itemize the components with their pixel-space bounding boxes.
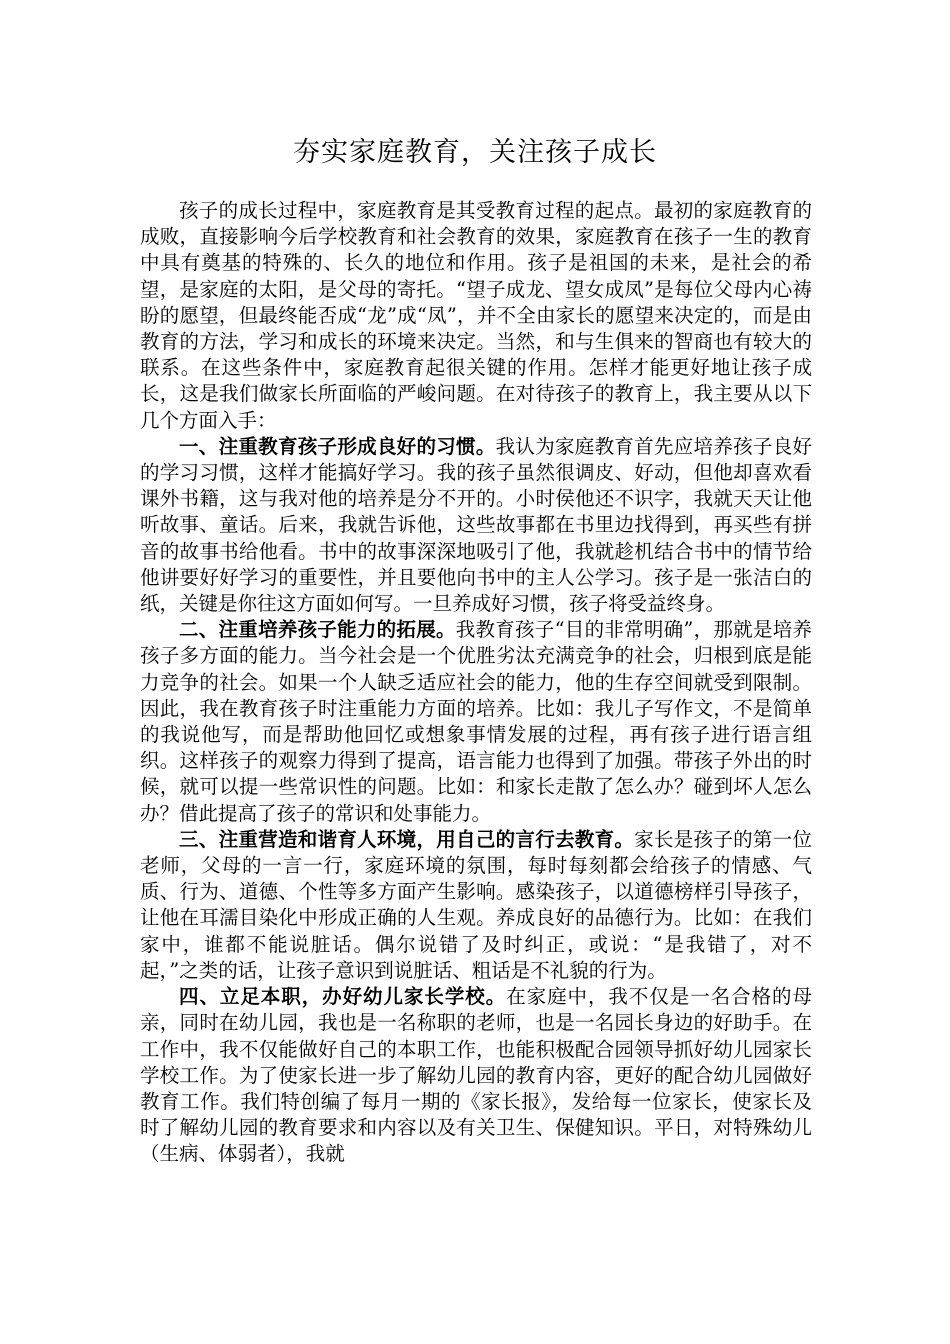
section-4-text: 在家庭中，我不仅是一名合格的母亲，同时在幼儿园，我也是一名称职的老师，也是一名园长身边的好助手。在工作中，我不仅能做好自己的本职工作，也能积极配合园领导抓好幼儿园家长学校工作。为了使家长进一步了解幼儿园的教育内容，更好的配合幼儿园做好教育工作。我们特创编了每月一期的《家长报》，发给每一位家长，使家长及时了解幼儿园的教育要求和内容以及有关卫生、保健知识。平日，对特殊幼儿（生病、体弱者），我就 — [140, 985, 812, 1166]
intro-paragraph: 孩子的成长过程中，家庭教育是其受教育过程的起点。最初的家庭教育的成败，直接影响今后学校教育和社会教育的效果，家庭教育在孩子一生的教育中具有奠基的特殊的、长久的地位和作用。孩子是祖国的未来，是社会的希望，是家庭的太阳，是父母的寄托。“望子成龙、望女成凤”是每位父母内心祷盼的愿望，但最终能否成“龙”成“凤”，并不全由家长的愿望来决定的，而是由教育的方法，学习和成长的环境来决定。当然，和与生俱来的智商也有较大的联系。在这些条件中，家庭教育起很关键的作用。怎样才能更好地让孩子成长，这是我们做家长所面临的严峻问题。在对待孩子的教育上，我主要从以下几个方面入手： — [140, 199, 812, 432]
section-4-heading: 四、立足本职，办好幼儿家长学校。 — [179, 985, 507, 1009]
section-4-paragraph — [140, 984, 812, 1167]
section-1-paragraph — [140, 434, 812, 617]
section-2-text: 我教育孩子“目的非常明确”，那就是培养孩子多方面的能力。当今社会是一个优胜劣汰充满竞争的社会，归根到底是能力竞争的社会。如果一个人缺乏适应社会的能力，他的生存空间就受到限制。因此，我在教育孩子时注重能力方面的培养。比如：我儿子写作文，不是简单的我说他写，而是帮助他回忆或想象事情发展的过程，再有孩子进行语言组织。这样孩子的观察力得到了提高，语言能力也得到了加强。带孩子外出的时候，就可以提一些常识性的问题。比如：和家长走散了怎么办？碰到坏人怎么办？借此提高了孩子的常识和处事能力。 — [140, 618, 812, 825]
section-3-paragraph — [140, 827, 812, 984]
document-body — [140, 198, 812, 1168]
document-title: 夯实家庭教育，关注孩子成长 — [293, 137, 657, 168]
section-2-paragraph — [140, 617, 812, 827]
section-1-heading: 一、注重教育孩子形成良好的习惯。 — [179, 434, 496, 458]
section-3-heading: 三、注重营造和谐育人环境，用自己的言行去教育。 — [179, 827, 635, 851]
section-2-heading: 二、注重培养孩子能力的拓展。 — [179, 618, 456, 642]
section-3-text: 家长是孩子的第一位老师，父母的一言一行，家庭环境的氛围，每时每刻都会给孩子的情感、气质、行为、道德、个性等多方面产生影响。感染孩子，以道德榜样引导孩子，让他在耳濡目染化中形成正确的人生观。养成良好的品德行为。比如：在我们家中，谁都不能说脏话。偶尔说错了及时纠正，或说：“是我错了，对不起，”之类的话，让孩子意识到说脏话、粗话是不礼貌的行为。 — [140, 827, 812, 982]
section-1-text: 我认为家庭教育首先应培养孩子良好的学习习惯，这样才能搞好学习。我的孩子虽然很调皮、好动，但他却喜欢看课外书籍，这与我对他的培养是分不开的。小时侯他还不识字，我就天天让他听故事、童话。后来，我就告诉他，这些故事都在书里边找得到，再买些有拼音的故事书给他看。书中的故事深深地吸引了他，我就趁机结合书中的情节给他讲要好好学习的重要性，并且要他向书中的主人公学习。孩子是一张洁白的纸，关键是你往这方面如何写。一旦养成好习惯，孩子将受益终身。 — [140, 434, 812, 616]
